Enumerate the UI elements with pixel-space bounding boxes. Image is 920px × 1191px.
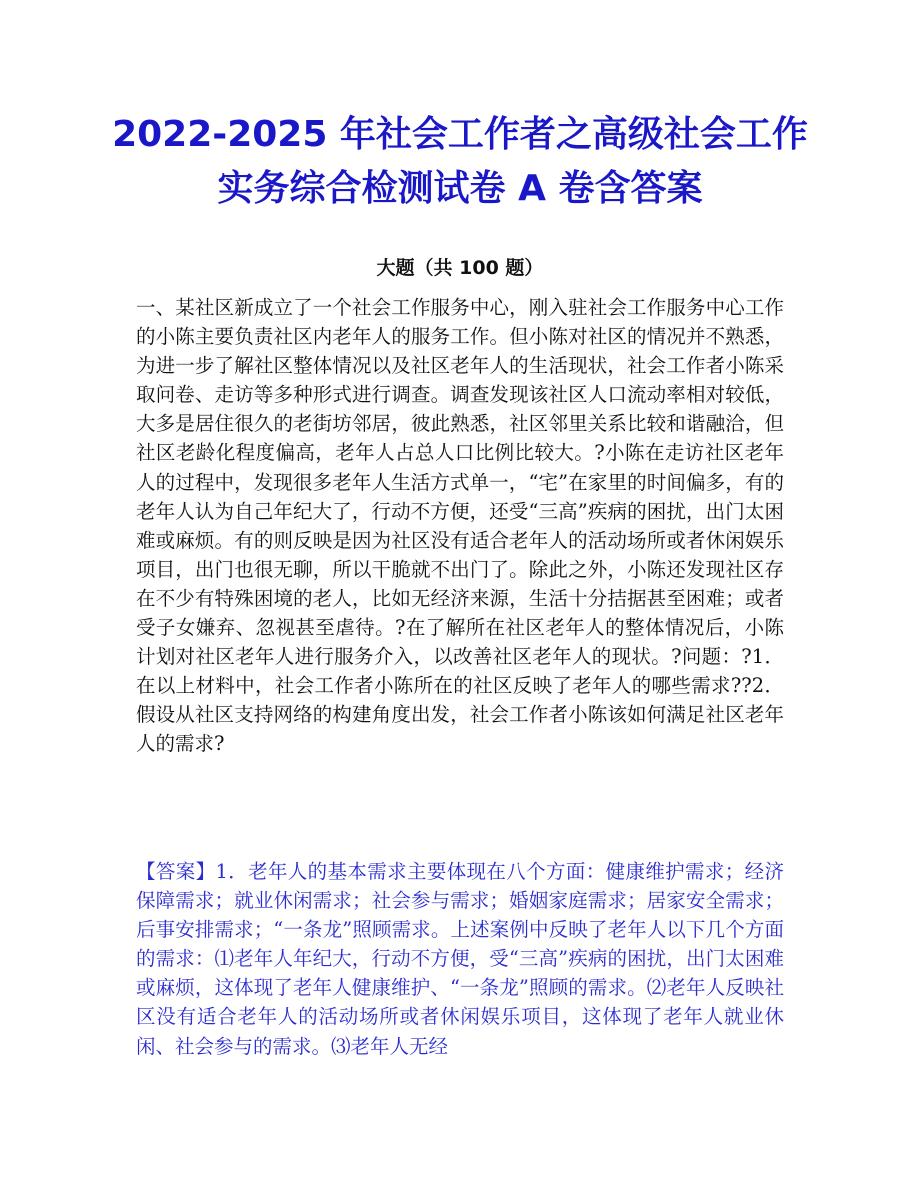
question-paragraph: 一、某社区新成立了一个社会工作服务中心，刚入驻社会工作服务中心工作的小陈主要负责社区内老年人的服务工作。但小陈对社区的情况并不熟悉，为进一步了解社区整体情况以及社区老年人的生活现状，社会工作者小陈采取问卷、走访等多种形式进行调查。调查发现该社区人口流动率相对较低，大多是居住很久的老街坊邻居，彼此熟悉，社区邻里关系比较和谐融洽，但社区老龄化程度偏高，老年人占总人口比例比较大。?小陈在走访社区老年人的过程中，发现很多老年人生活方式单一，“宅”在家里的时间偏多，有的老年人认为自己年纪大了，行动不方便，还受“三高”疾病的困扰，出门太困难或麻烦。有的则反映是因为社区没有适合老年人的活动场所或者休闲娱乐项目，出门也很无聊，所以干脆就不出门了。除此之外，小陈还发现社区存在不少有特殊困境的老人，比如无经济来源，生活十分拮据甚至困难；或者受子女嫌弃、忽视甚至虐待。?在了解所在社区老年人的整体情况后，小陈计划对社区老年人进行服务介入，以改善社区老年人的现状。?问题：?1．在以上材料中，社会工作者小陈所在的社区反映了老年人的哪些需求??2．假设从社区支持网络的构建角度出发，社会工作者小陈该如何满足社区老年人的需求? (136, 296, 784, 756)
answer-paragraph: 【答案】1．老年人的基本需求主要体现在八个方面：健康维护需求；经济保障需求；就业休闲需求；社会参与需求；婚姻家庭需求；居家安全需求；后事安排需求；“一条龙”照顾需求。上述案例中反映了老年人以下几个方面的需求：⑴老年人年纪大，行动不方便，受“三高”疾病的困扰，出门太困难或麻烦，这体现了老年人健康维护、“一条龙”照顾的需求。⑵老年人反映社区没有适合老年人的活动场所或者休闲娱乐项目，这体现了老年人就业休闲、社会参与的需求。⑶老年人无经 (136, 860, 784, 1058)
section-heading: 大题（共 100 题） (376, 257, 544, 279)
title-line-1: 2022-2025 年社会工作者之高级社会工作 (112, 114, 808, 155)
document-title (100, 108, 820, 216)
title-line-2: 实务综合检测试卷 A 卷含答案 (217, 168, 703, 209)
